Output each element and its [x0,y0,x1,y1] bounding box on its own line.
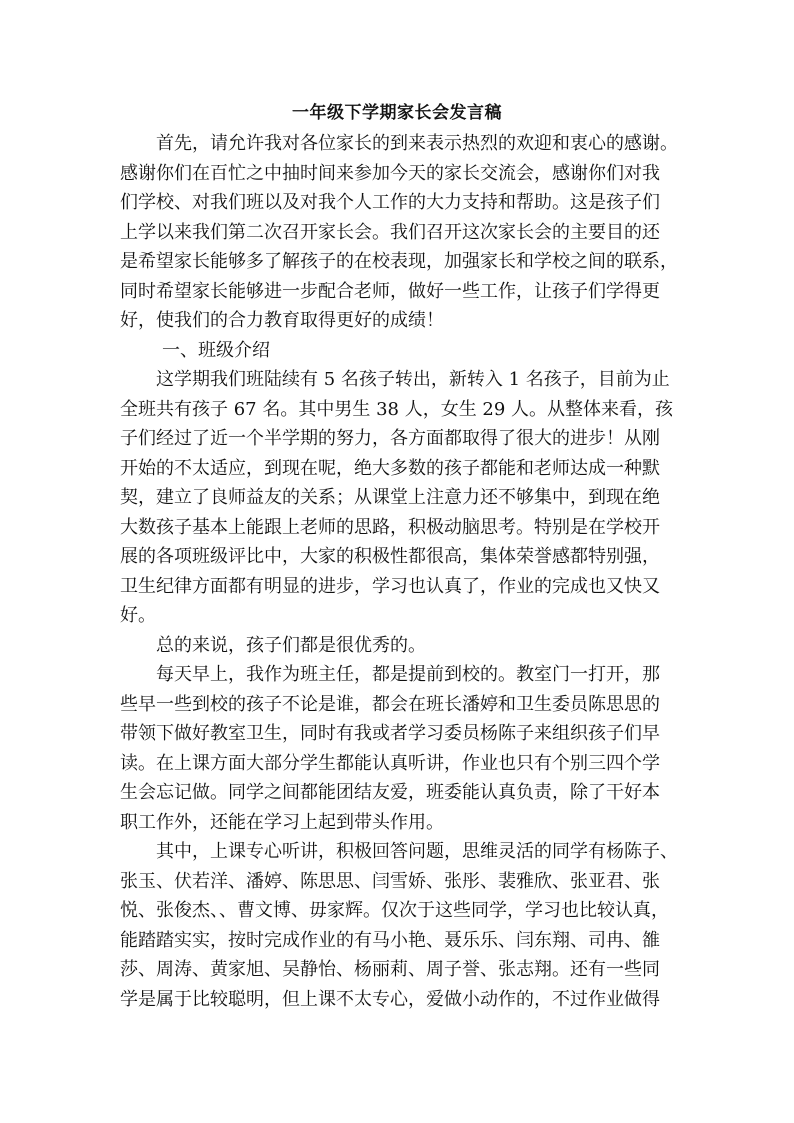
body-line: 好。 [120,605,156,626]
body-line: 读。在上课方面大部分学生都能认真听讲，作业也只有个别三四个学 [120,752,660,774]
body-line: 这学期我们班陆续有 5 名孩子转出，新转入 1 名孩子，目前为止 [156,369,670,390]
body-line: 子们经过了近一个半学期的努力，各方面都取得了很大的进步！从刚 [120,428,660,449]
body-line: 能踏踏实实，按时完成作业的有马小艳、聂乐乐、闫东翔、司冉、雒 [120,929,660,951]
body-line: 大数孩子基本上能跟上老师的思路，积极动脑思考。特别是在学校开 [120,516,660,538]
body-line: 些早一些到校的孩子不论是谁，都会在班长潘婷和卫生委员陈思思的 [120,693,660,715]
body-line: 感谢你们在百忙之中抽时间来参加今天的家长交流会，感谢你们对我 [120,162,660,184]
body-line: 同时希望家长能够进一步配合老师，做好一些工作，让孩子们学得更 [120,280,660,302]
body-line: 张玉、伏若洋、潘婷、陈思思、闫雪娇、张彤、裴雅欣、张亚君、张 [120,870,660,892]
body-line: 生会忘记做。同学之间都能团结友爱，班委能认真负责，除了干好本 [120,782,660,803]
body-line: 悦、张俊杰、、曹文博、毋家辉。仅次于这些同学，学习也比较认真， [120,900,669,921]
body-line: 职工作外，还能在学习上起到带头作用。 [120,811,444,833]
body-line: 们学校、对我们班以及对我个人工作的大力支持和帮助。这是孩子们 [120,192,660,213]
body-line: 契，建立了良师益友的关系；从课堂上注意力还不够集中，到现在绝 [120,487,660,508]
body-line: 开始的不太适应，到现在呢，绝大多数的孩子都能和老师达成一种默 [120,457,660,479]
body-line: 其中，上课专心听讲，积极回答问题，思维灵活的同学有杨陈子、 [156,841,678,862]
body-line: 首先，请允许我对各位家长的到来表示热烈的欢迎和衷心的感谢。 [156,133,678,154]
body-line: 每天早上，我作为班主任，都是提前到校的。教室门一打开，那 [156,664,660,685]
body-line: 好，使我们的合力教育取得更好的成绩！ [120,310,444,331]
document-title: 一年级下学期家长会发言稿 [292,103,502,123]
body-line: 莎、周涛、黄家旭、吴静怡、杨丽莉、周子誉、张志翔。还有一些同 [120,959,660,980]
body-line: 总的来说，孩子们都是很优秀的。 [156,634,426,656]
body-line: 带领下做好教室卫生，同时有我或者学习委员杨陈子来组织孩子们早 [120,723,660,744]
body-line: 卫生纪律方面都有明显的进步，学习也认真了，作业的完成也又快又 [120,575,660,597]
body-line: 全班共有孩子 67 名。其中男生 38 人，女生 29 人。从整体来看，孩 [120,398,674,420]
body-line: 一、班级介绍 [162,339,270,361]
body-line: 学是属于比较聪明，但上课不太专心，爱做小动作的，不过作业做得 [120,988,660,1010]
body-line: 上学以来我们第二次召开家长会。我们召开这次家长会的主要目的还 [120,221,660,243]
body-line: 展的各项班级评比中，大家的积极性都很高，集体荣誉感都特别强， [120,546,660,567]
body-line: 是希望家长能够多了解孩子的在校表现，加强家长和学校之间的联系， [120,251,678,272]
